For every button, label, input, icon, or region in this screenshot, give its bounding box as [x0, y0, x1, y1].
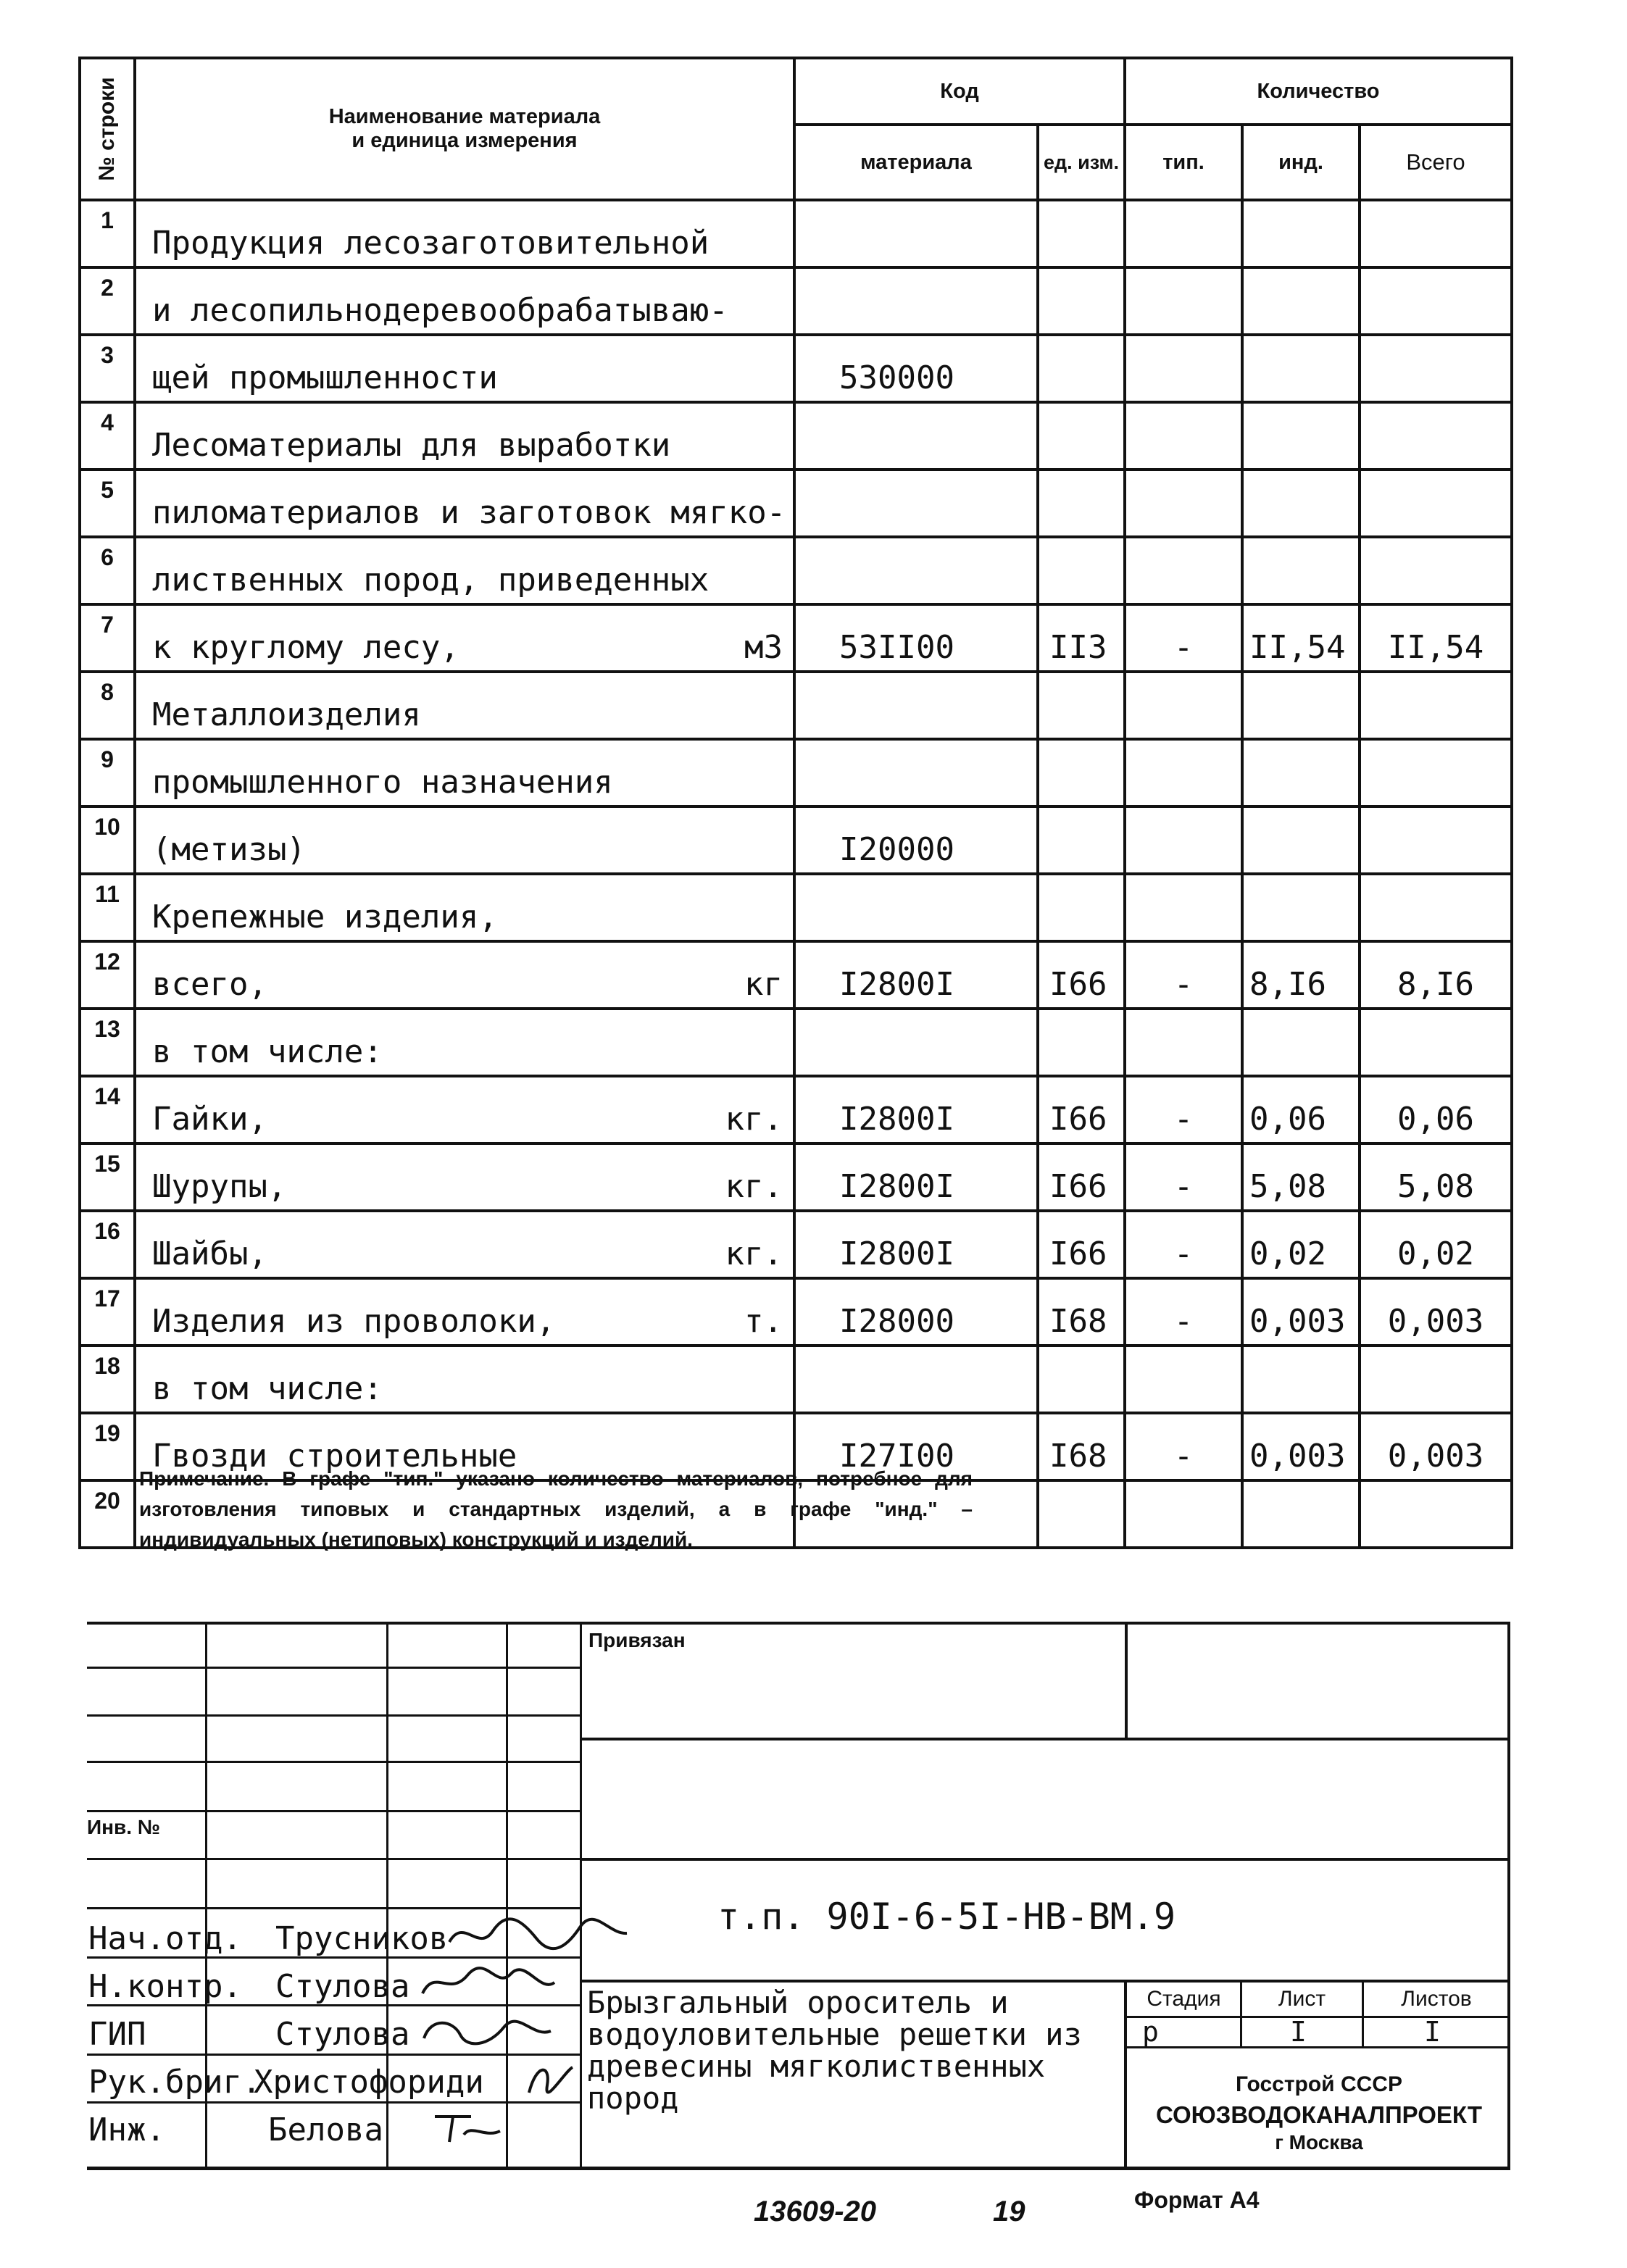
qty-ind — [1242, 335, 1360, 402]
table-row — [80, 335, 1512, 402]
unit-code: I66 — [1038, 1076, 1125, 1143]
qty-ind — [1242, 1009, 1360, 1076]
unit-code: I68 — [1038, 1413, 1125, 1480]
table-row — [80, 941, 1512, 1009]
row-number: 2 — [80, 267, 135, 335]
row-number: 13 — [80, 1009, 135, 1076]
qty-typ: - — [1125, 1413, 1242, 1480]
sheets-value: I — [1424, 2016, 1441, 2048]
qty-total — [1360, 806, 1512, 874]
qty-total: 8,I6 — [1360, 941, 1512, 1009]
qty-typ — [1125, 1009, 1242, 1076]
format-label: Формат А4 — [1134, 2187, 1260, 2213]
table-row — [80, 874, 1512, 941]
table-row — [80, 604, 1512, 672]
staff-name-5: Белова — [268, 2111, 383, 2148]
table-row — [80, 1009, 1512, 1076]
org-line3: г Москва — [1275, 2131, 1363, 2154]
material-code: 53II00 — [794, 604, 1038, 672]
qty-total — [1360, 402, 1512, 470]
unit-code: I66 — [1038, 941, 1125, 1009]
qty-typ — [1125, 672, 1242, 739]
qty-typ — [1125, 1346, 1242, 1413]
material-unit: т. — [744, 1303, 783, 1340]
table-row — [80, 806, 1512, 874]
qty-typ — [1125, 806, 1242, 874]
material-name-text: Продукция лесозаготовительной — [152, 225, 710, 262]
material-code — [794, 537, 1038, 604]
material-unit: кг. — [725, 1168, 783, 1205]
row-number: 19 — [80, 1413, 135, 1480]
materials-table — [78, 57, 1513, 1549]
material-name — [135, 739, 794, 806]
qty-ind — [1242, 470, 1360, 537]
qty-ind — [1242, 1346, 1360, 1413]
material-name-text: Крепежные изделия, — [152, 899, 498, 935]
qty-typ: - — [1125, 1143, 1242, 1211]
qty-total — [1360, 672, 1512, 739]
row-number: 7 — [80, 604, 135, 672]
material-code — [794, 739, 1038, 806]
material-code: I2800I — [794, 1211, 1038, 1278]
unit-code — [1038, 672, 1125, 739]
qty-ind: 0,02 — [1242, 1211, 1360, 1278]
inv-no-label: Инв. № — [87, 1816, 161, 1838]
material-name — [135, 200, 794, 267]
qty-typ — [1125, 739, 1242, 806]
row-number: 6 — [80, 537, 135, 604]
qty-typ: - — [1125, 1278, 1242, 1346]
rownum-header: № строки — [80, 58, 135, 200]
unit-code — [1038, 1346, 1125, 1413]
qty-total: 0,003 — [1360, 1413, 1512, 1480]
row-number: 8 — [80, 672, 135, 739]
staff-role-1: Нач.отд. — [88, 1920, 242, 1957]
material-code — [794, 672, 1038, 739]
staff-role-3: ГИП — [88, 2016, 146, 2053]
material-name — [135, 1278, 794, 1346]
table-row — [80, 1076, 1512, 1143]
qty-typ — [1125, 470, 1242, 537]
row-number: 9 — [80, 739, 135, 806]
qty-typ: - — [1125, 941, 1242, 1009]
material-code: I20000 — [794, 806, 1038, 874]
qty-typ — [1125, 874, 1242, 941]
qty-total: 5,08 — [1360, 1143, 1512, 1211]
material-name — [135, 402, 794, 470]
qty-ind — [1242, 1480, 1360, 1548]
row-number: 12 — [80, 941, 135, 1009]
qty-ind — [1242, 537, 1360, 604]
table-row — [80, 1278, 1512, 1346]
unit-code — [1038, 739, 1125, 806]
table-row — [80, 470, 1512, 537]
qty-typ — [1125, 200, 1242, 267]
qty-total — [1360, 470, 1512, 537]
row-number: 18 — [80, 1346, 135, 1413]
code-unit-header: ед. изм. — [1038, 125, 1125, 200]
qty-typ — [1125, 335, 1242, 402]
material-name — [135, 1009, 794, 1076]
material-code: I27I00 — [794, 1413, 1038, 1480]
staff-role-2: Н.контр. — [88, 1968, 242, 2005]
qty-typ — [1125, 267, 1242, 335]
material-name-text: Гвозди строительные — [152, 1438, 517, 1475]
material-name — [135, 672, 794, 739]
material-code: 530000 — [794, 335, 1038, 402]
material-name-text: Гайки, — [152, 1101, 267, 1138]
staff-name-2: Стулова — [275, 1968, 410, 2005]
qty-total — [1360, 335, 1512, 402]
qty-ind — [1242, 267, 1360, 335]
stage-value: р — [1142, 2016, 1159, 2048]
signature-2 — [417, 1961, 562, 2004]
material-code — [794, 1346, 1038, 1413]
material-unit: кг. — [725, 1101, 783, 1138]
qty-total-header: Всего — [1360, 125, 1512, 200]
table-row — [80, 739, 1512, 806]
qty-ind — [1242, 402, 1360, 470]
material-name-text: и лесопильнодеревообрабатываю- — [152, 292, 728, 329]
qty-ind — [1242, 874, 1360, 941]
table-row — [80, 537, 1512, 604]
material-code — [794, 470, 1038, 537]
material-name-text: к круглому лесу, — [152, 629, 459, 666]
note-text: Примечание. В графе "тип." указано количество материалов, потребное для изготовления типовых и стандартных изделий, а в графе "инд." – индивидуальных (нетиповых) конструкций и изделий. — [139, 1467, 973, 1551]
row-number: 20 — [80, 1480, 135, 1548]
unit-code: I66 — [1038, 1211, 1125, 1278]
material-name-text: щей промышленности — [152, 359, 498, 396]
qty-ind — [1242, 739, 1360, 806]
table-row — [80, 267, 1512, 335]
staff-name-1: Трусников — [275, 1920, 449, 1957]
qty-total — [1360, 267, 1512, 335]
qty-total: 0,003 — [1360, 1278, 1512, 1346]
code-group-header: Код — [794, 58, 1125, 125]
qty-ind — [1242, 806, 1360, 874]
material-name — [135, 1211, 794, 1278]
qty-typ — [1125, 1480, 1242, 1548]
material-unit: кг — [744, 966, 783, 1003]
privyazan-label: Привязан — [588, 1629, 686, 1651]
material-name-text: промышленного назначения — [152, 764, 613, 801]
unit-code — [1038, 470, 1125, 537]
material-name — [135, 874, 794, 941]
unit-code — [1038, 200, 1125, 267]
qty-typ: - — [1125, 1076, 1242, 1143]
qty-typ — [1125, 402, 1242, 470]
qty-total — [1360, 739, 1512, 806]
table-row — [80, 672, 1512, 739]
row-number: 11 — [80, 874, 135, 941]
material-name — [135, 537, 794, 604]
staff-role-4: Рук.бриг. — [88, 2064, 262, 2101]
doc-code: т.п. 90I-6-5I-НВ-ВМ.9 — [717, 1896, 1176, 1938]
unit-code — [1038, 1480, 1125, 1548]
doc-title: Брызгальный ороситель и водоуловительные решетки из древесины мягколиственных пород — [587, 1985, 1082, 2116]
qty-total — [1360, 874, 1512, 941]
qty-total — [1360, 1480, 1512, 1548]
unit-code: I66 — [1038, 1143, 1125, 1211]
qty-typ-header: тип. — [1125, 125, 1242, 200]
table-row — [80, 402, 1512, 470]
sheets-label: Листов — [1401, 1987, 1472, 2011]
qty-total — [1360, 200, 1512, 267]
org-line2: СОЮЗВОДОКАНАЛПРОЕКТ — [1155, 2101, 1483, 2128]
qty-typ: - — [1125, 604, 1242, 672]
row-number: 4 — [80, 402, 135, 470]
material-unit: кг. — [725, 1235, 783, 1272]
name-header — [135, 58, 794, 200]
staff-role-5: Инж. — [88, 2111, 165, 2148]
qty-ind: 5,08 — [1242, 1143, 1360, 1211]
unit-code — [1038, 335, 1125, 402]
qty-ind — [1242, 672, 1360, 739]
material-code — [794, 267, 1038, 335]
qty-ind: 0,003 — [1242, 1278, 1360, 1346]
qty-ind — [1242, 200, 1360, 267]
unit-code — [1038, 874, 1125, 941]
material-name-text: (метизы) — [152, 831, 306, 868]
stage-label: Стадия — [1147, 1987, 1221, 2011]
qty-total: 0,02 — [1360, 1211, 1512, 1278]
material-name — [135, 941, 794, 1009]
material-code — [794, 402, 1038, 470]
footer-page: 19 — [993, 2196, 1025, 2227]
qty-total — [1360, 1009, 1512, 1076]
material-name — [135, 1143, 794, 1211]
sheet-label: Лист — [1278, 1987, 1326, 2011]
unit-code — [1038, 1009, 1125, 1076]
unit-code: I68 — [1038, 1278, 1125, 1346]
qty-ind: 0,06 — [1242, 1076, 1360, 1143]
table-row — [80, 1143, 1512, 1211]
signature-5 — [428, 2106, 507, 2149]
material-name-text: Лесоматериалы для выработки — [152, 427, 671, 464]
row-number: 3 — [80, 335, 135, 402]
material-code: I2800I — [794, 1143, 1038, 1211]
signature-3 — [417, 2009, 562, 2053]
qty-ind: 0,003 — [1242, 1413, 1360, 1480]
material-name — [135, 267, 794, 335]
material-name-text: всего, — [152, 966, 267, 1003]
material-name-text: Изделия из проволоки, — [152, 1303, 556, 1340]
table-row — [80, 1211, 1512, 1278]
unit-code — [1038, 267, 1125, 335]
material-code: I2800I — [794, 1076, 1038, 1143]
material-code: I2800I — [794, 941, 1038, 1009]
qty-total: II,54 — [1360, 604, 1512, 672]
row-number: 17 — [80, 1278, 135, 1346]
name-header-line2: и единица измерения — [351, 129, 578, 152]
qty-typ: - — [1125, 1211, 1242, 1278]
material-name — [135, 604, 794, 672]
row-number: 5 — [80, 470, 135, 537]
row-number: 15 — [80, 1143, 135, 1211]
qty-total — [1360, 537, 1512, 604]
org-line1: Госстрой СССР — [1236, 2072, 1402, 2096]
qty-ind: 8,I6 — [1242, 941, 1360, 1009]
row-number: 14 — [80, 1076, 135, 1143]
material-unit: м3 — [744, 629, 783, 666]
material-code — [794, 200, 1038, 267]
qty-group-header: Количество — [1125, 58, 1512, 125]
material-name — [135, 806, 794, 874]
code-material-header: материала — [794, 125, 1038, 200]
row-number: 16 — [80, 1211, 135, 1278]
material-name — [135, 335, 794, 402]
material-code — [794, 874, 1038, 941]
row-number: 10 — [80, 806, 135, 874]
sheet-value: I — [1290, 2016, 1307, 2048]
unit-code — [1038, 806, 1125, 874]
table-body — [80, 200, 1512, 1548]
material-name-text: пиломатериалов и заготовок мягко- — [152, 494, 786, 531]
material-name — [135, 1076, 794, 1143]
row-number: 1 — [80, 200, 135, 267]
signature-4 — [522, 2056, 580, 2100]
unit-code — [1038, 402, 1125, 470]
material-name-text: Металлоизделия — [152, 696, 421, 733]
qty-ind: II,54 — [1242, 604, 1360, 672]
table-row — [80, 1346, 1512, 1413]
material-name-text: в том числе: — [152, 1033, 383, 1070]
staff-name-4: Христофориди — [254, 2064, 484, 2101]
qty-total — [1360, 1346, 1512, 1413]
footer-number: 13609-20 — [754, 2196, 877, 2227]
material-name-text: Шурупы, — [152, 1168, 287, 1205]
signature-1 — [442, 1913, 638, 1956]
qty-ind-header: инд. — [1242, 125, 1360, 200]
unit-code — [1038, 537, 1125, 604]
title-block — [87, 1622, 1510, 2172]
staff-name-3: Стулова — [275, 2016, 410, 2053]
qty-total: 0,06 — [1360, 1076, 1512, 1143]
material-name-text: Шайбы, — [152, 1235, 267, 1272]
material-code: I28000 — [794, 1278, 1038, 1346]
material-name-text: в том числе: — [152, 1370, 383, 1407]
material-name — [135, 470, 794, 537]
material-name-text: лиственных пород, приведенных — [152, 562, 710, 599]
qty-typ — [1125, 537, 1242, 604]
material-name — [135, 1346, 794, 1413]
unit-code: II3 — [1038, 604, 1125, 672]
name-header-line1: Наименование материала — [328, 105, 601, 128]
material-code — [794, 1009, 1038, 1076]
table-row — [80, 200, 1512, 267]
